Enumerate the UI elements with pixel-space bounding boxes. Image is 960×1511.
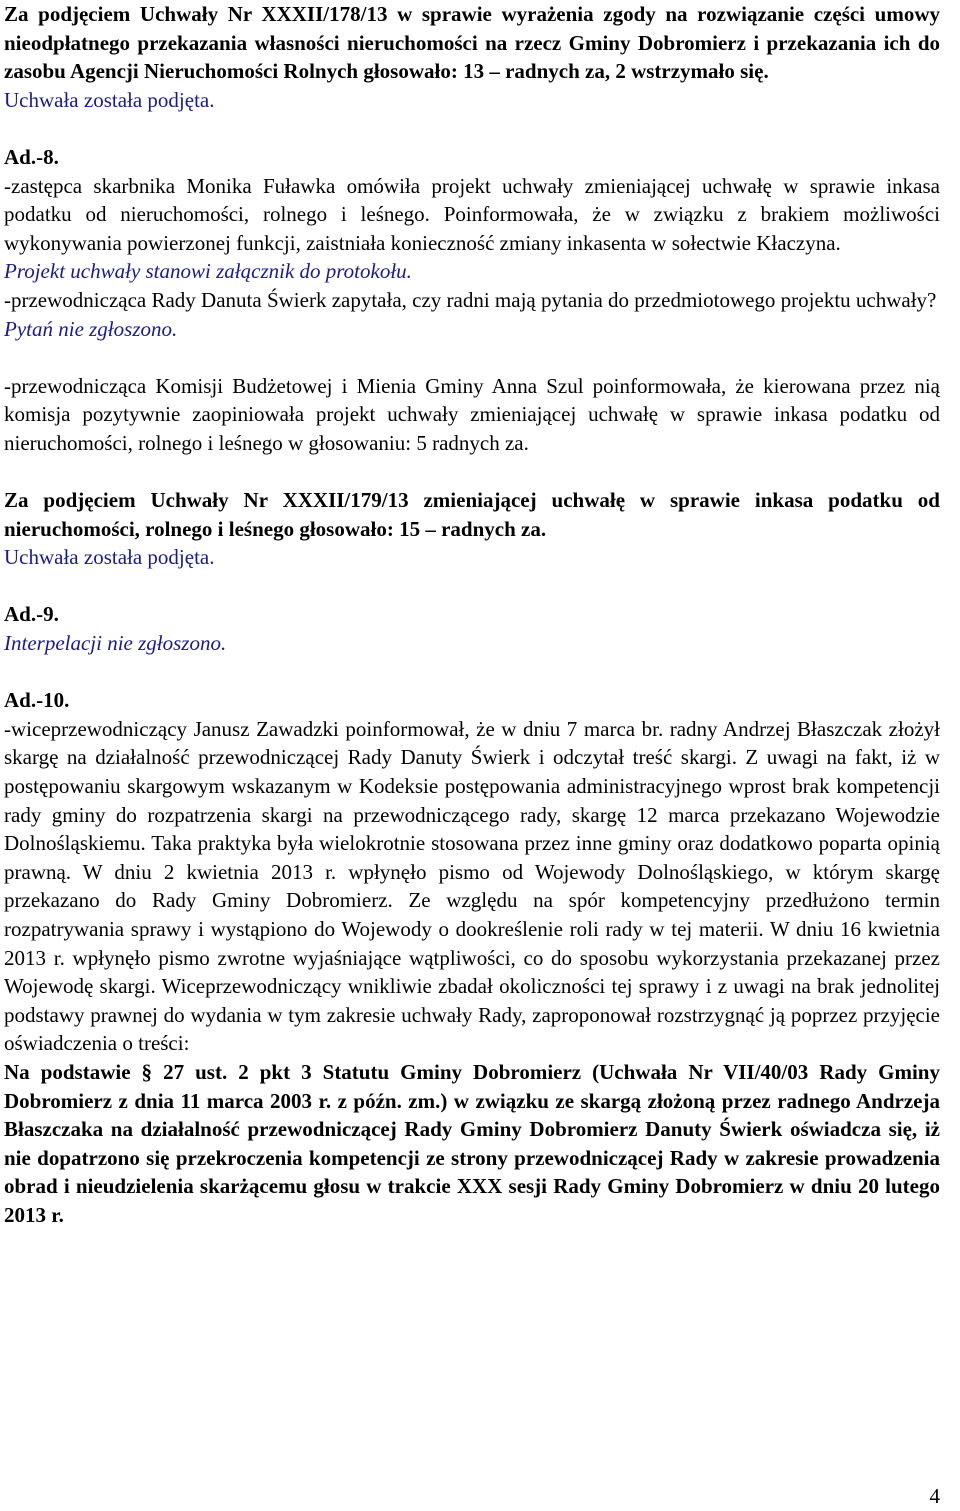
- ad9-interpellations-note: Interpelacji nie zgłoszono.: [4, 631, 227, 656]
- resolution-179-result: Uchwała została podjęta.: [4, 545, 215, 570]
- ad10-complaint-paragraph: -wiceprzewodniczący Janusz Zawadzki poinformował, że w dniu 7 marca br. radny Andrzej Błaszczak złożył skargę na działalność przewodniczącej Rady Danuty Świerk i odczytał treść skargi. Z uwagi na fakt, iż w postępowaniu skargowym wskazanym w Kodeksie postępowania administracyjnego wprost brak kompetencji rady gminy do rozpatrzenia skargi na przewodniczącego rady, skargę 12 marca przekazano Wojewodzie Dolnośląskiemu. Taka praktyka była wielokrotnie stosowana przez inne gminy oraz dodatkowo poparta opinią prawną. W dniu 2 kwietnia 2013 r. wpłynęło pismo od Wojewody Dolnośląskiego, w którym skargę przekazano do Rady Gminy Dobromierz. Ze względu na spór kompetencyjny przedłużono termin rozpatrywania sprawy i wystąpiono do Wojewody o dookreślenie roli rady w tej materii. W dniu 16 kwietnia 2013 r. wpłynęło pismo zwrotne wyjaśniające wątpliwości, co do sposobu wykorzystania przekazanej przez Wojewodę skargi. Wiceprzewodniczący wnikliwie zbadał okoliczności tej sprawy i z uwagi na brak jednolitej podstawy prawnej do wydania w tym zakresie uchwały Rady, zaproponował rozstrzygnąć ją poprzez przyjęcie oświadczenia o treści:: [4, 716, 940, 1056]
- spacer: [4, 458, 940, 487]
- page-number: 4: [929, 1484, 940, 1508]
- ad8-no-questions: Pytań nie zgłoszono.: [4, 316, 178, 341]
- resolution-178-result: Uchwała została podjęta.: [4, 87, 215, 112]
- document-page: [4, 0, 940, 1230]
- spacer: [4, 572, 940, 601]
- ad8-committee-opinion: -przewodnicząca Komisji Budżetowej i Mienia Gminy Anna Szul poinformowała, że kierowana przez nią komisja pozytywnie zaopiniowała projekt uchwały zmieniającej uchwałę w sprawie inkasa podatku od nieruchomości, rolnego i leśnego w głosowaniu: 5 radnych za.: [4, 373, 940, 455]
- spacer: [4, 114, 940, 143]
- resolution-179-vote: Za podjęciem Uchwały Nr XXXII/179/13 zmieniającej uchwałę w sprawie inkasa podatku od nieruchomości, rolnego i leśnego głosowało: 15 – radnych za.: [4, 488, 940, 541]
- ad8-treasurer-paragraph: -zastępca skarbnika Monika Fuławka omówiła projekt uchwały zmieniającej uchwałę w sprawie inkasa podatku od nieruchomości, rolnego i leśnego. Poinformowała, że w związku z brakiem możliwości wykonywania powierzonej funkcji, zaistniała konieczność zmiany inkasenta w sołectwie Kłaczyna.: [4, 173, 940, 255]
- ad8-chairwoman-question: -przewodnicząca Rady Danuta Świerk zapytała, czy radni mają pytania do przedmiotowego projektu uchwały?: [4, 287, 937, 312]
- resolution-178-vote: Za podjęciem Uchwały Nr XXXII/178/13 w sprawie wyrażenia zgody na rozwiązanie części umowy nieodpłatnego przekazania własności nieruchomości na rzecz Gminy Dobromierz i przekazania ich do zasobu Agencji Nieruchomości Rolnych głosowało: 13 – radnych za, 2 wstrzymało się.: [4, 2, 940, 84]
- ad10-statement: Na podstawie § 27 ust. 2 pkt 3 Statutu Gminy Dobromierz (Uchwała Nr VII/40/03 Rady Gminy Dobromierz z dnia 11 marca 2003 r. z późn. zm.) w związku ze skargą złożoną przez radnego Andrzeja Błaszczaka na działalność przewodniczącej Rady Gminy Dobromierz Danuty Świerk oświadcza się, iż nie dopatrzono się przekroczenia kompetencji ze strony przewodniczącej Rady w zakresie prowadzenia obrad i nieudzielenia skarżącemu głosu w trakcie XXX sesji Rady Gminy Dobromierz w dniu 20 lutego 2013 r.: [4, 1059, 940, 1227]
- ad9-heading: Ad.-9.: [4, 602, 59, 627]
- ad8-heading: Ad.-8.: [4, 144, 59, 169]
- ad10-heading: Ad.-10.: [4, 688, 70, 713]
- ad8-attachment-note: Projekt uchwały stanowi załącznik do protokołu.: [4, 259, 412, 284]
- spacer: [4, 658, 940, 687]
- spacer: [4, 343, 940, 372]
